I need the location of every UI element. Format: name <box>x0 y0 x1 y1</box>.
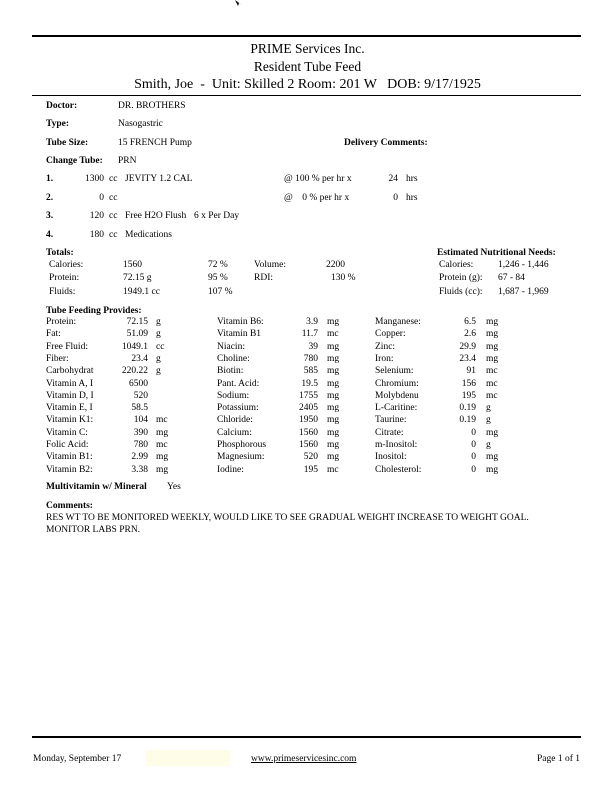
feed-number: 1. <box>46 174 54 184</box>
feed-hours: 0 <box>393 193 398 203</box>
nutrient-value: 23.4 <box>459 353 476 364</box>
nutrient-name: Vitamin K1: <box>46 415 94 426</box>
totals-row-label: Protein: <box>49 273 80 283</box>
nutrient-unit: mc <box>156 415 168 426</box>
needs-label: Estimated Nutritional Needs: <box>437 248 556 258</box>
nutrient-value: 0 <box>471 440 476 450</box>
nutrient-unit: g <box>486 403 491 414</box>
nutrient-value: 3.9 <box>306 317 318 327</box>
nutrient-unit: mg <box>486 329 499 340</box>
feed-amount: 0 <box>99 193 104 203</box>
nutrient-unit: mg <box>486 317 499 327</box>
nutrient-unit: mc <box>327 464 339 475</box>
nutrient-value: 104 <box>133 415 148 426</box>
nutrient-unit: mg <box>327 403 340 414</box>
feed-unit: cc <box>109 174 118 184</box>
nutrient-name: Sodium: <box>217 390 250 401</box>
provides-label: Tube Feeding Provides: <box>46 306 142 316</box>
nutrient-value: 220.22 <box>121 366 148 377</box>
nutrient-name: Protein: <box>46 317 77 327</box>
nutrient-name: Pant. Acid: <box>217 378 260 389</box>
feed-number: 3. <box>46 211 54 221</box>
nutrient-unit: g <box>156 329 161 340</box>
feed-frequency: 6 x Per Day <box>194 211 240 221</box>
nutrient-value: 23.4 <box>131 353 148 364</box>
change-tube-label: Change Tube: <box>46 156 103 166</box>
nutrient-unit: mg <box>156 427 169 438</box>
report-title: Resident Tube Feed <box>253 59 362 74</box>
comments-line-1: RES WT TO BE MONITORED WEEKLY, WOULD LIKE TO SEE GRADUAL WEIGHT INCREASE TO WEIGHT GOAL. <box>46 513 529 523</box>
nutrient-value: 1755 <box>299 390 318 401</box>
nutrient-unit: g <box>156 366 161 377</box>
volume-value: 2200 <box>326 260 345 270</box>
totals-label: Totals: <box>46 248 74 258</box>
nutrient-name: Vitamin C: <box>46 427 88 438</box>
nutrient-name: Fat: <box>46 329 61 340</box>
nutrient-value: 58.5 <box>131 403 148 414</box>
nutrient-name: Zinc: <box>375 341 396 352</box>
nutrient-unit: mg <box>327 341 340 352</box>
nutrient-name: Vitamin B6: <box>217 317 264 327</box>
multivitamin-value: Yes <box>167 482 181 492</box>
nutrient-value: 195 <box>303 464 318 475</box>
nutrient-unit: mc <box>486 366 498 377</box>
feed-number: 4. <box>46 230 54 240</box>
feed-product: Free H2O Flush <box>125 211 187 221</box>
feed-rate: @ 0 % per hr x <box>284 193 350 203</box>
header-rule <box>32 95 581 96</box>
nutrient-unit: mg <box>156 452 169 463</box>
nutrient-value: 91 <box>466 366 476 377</box>
nutrient-value: 195 <box>461 390 476 401</box>
feed-hours-unit: hrs <box>406 174 418 184</box>
nutrient-value: 1560 <box>299 440 318 450</box>
footer-rule <box>32 736 581 738</box>
footer-date: Monday, September 17 <box>33 754 122 764</box>
nutrient-value: 585 <box>303 366 318 377</box>
nutrient-unit: mc <box>156 440 168 450</box>
feed-rate: @ 100 % per hr x <box>284 174 352 184</box>
nutrient-name: Iron: <box>375 353 394 364</box>
nutrient-value: 0 <box>471 427 476 438</box>
nutrient-unit: mg <box>486 353 499 364</box>
nutrient-name: Chromium: <box>375 378 419 389</box>
nutrient-value: 19.5 <box>301 378 318 389</box>
nutrient-unit: mg <box>327 415 340 426</box>
nutrient-unit: mg <box>327 390 340 401</box>
nutrient-unit: g <box>486 440 491 450</box>
nutrient-name: Chloride: <box>217 415 253 426</box>
needs-row-label: Calories: <box>439 260 474 270</box>
resident-line: Smith, Joe - Unit: Skilled 2 Room: 201 W DOB: 9/17/1925 <box>134 77 481 92</box>
tube-size-value: 15 FRENCH Pump <box>118 138 192 148</box>
totals-row-percent: 95 % <box>208 273 228 283</box>
totals-row-value: 72.15 g <box>123 273 152 283</box>
nutrient-value: 0.19 <box>459 415 476 426</box>
nutrient-value: 72.15 <box>126 317 148 327</box>
nutrient-unit: cc <box>156 341 165 352</box>
feed-number: 2. <box>46 193 54 203</box>
nutrient-name: m-Inositol: <box>375 440 418 450</box>
nutrient-name: Choline: <box>217 353 250 364</box>
nutrient-name: Vitamin B1: <box>46 452 93 463</box>
nutrient-name: Niacin: <box>217 341 245 352</box>
nutrient-value: 29.9 <box>459 341 476 352</box>
nutrient-unit: mg <box>486 341 499 352</box>
nutrient-value: 520 <box>133 390 148 401</box>
volume-label: Volume: <box>254 260 287 270</box>
nutrient-name: Vitamin D, I <box>46 390 94 401</box>
nutrient-unit: g <box>156 317 161 327</box>
nutrient-unit: mg <box>486 427 499 438</box>
company-name: PRIME Services Inc. <box>250 41 365 56</box>
rdi-label: RDI: <box>254 273 273 283</box>
feed-unit: cc <box>109 230 118 240</box>
tube-size-label: Tube Size: <box>46 138 89 148</box>
nutrient-unit: mg <box>327 366 340 377</box>
nutrient-name: Potassium: <box>217 403 259 414</box>
doctor-value: DR. BROTHERS <box>118 101 186 111</box>
nutrient-unit: mg <box>327 353 340 364</box>
totals-row-label: Calories: <box>49 260 84 270</box>
nutrient-value: 390 <box>133 427 148 438</box>
change-tube-value: PRN <box>118 156 137 166</box>
nutrient-value: 1950 <box>299 415 318 426</box>
mouse-cursor-icon <box>234 0 244 8</box>
nutrient-unit: mg <box>327 440 340 450</box>
nutrient-name: L-Caritine: <box>375 403 418 414</box>
nutrient-value: 3.38 <box>131 464 148 475</box>
feed-amount: 1300 <box>85 174 104 184</box>
nutrient-name: Carbohydrat <box>46 366 94 377</box>
nutrient-value: 6.5 <box>464 317 476 327</box>
nutrient-name: Vitamin B1 <box>217 329 262 340</box>
nutrient-unit: mc <box>486 390 498 401</box>
feed-hours-unit: hrs <box>406 193 418 203</box>
nutrient-value: 1049.1 <box>121 341 148 352</box>
nutrient-name: Vitamin E, I <box>46 403 93 414</box>
nutrient-name: Cholesterol: <box>375 464 422 475</box>
nutrient-name: Fiber: <box>46 353 69 364</box>
feed-amount: 120 <box>89 211 104 221</box>
nutrient-value: 51.09 <box>126 329 148 340</box>
nutrient-value: 156 <box>461 378 476 389</box>
nutrient-name: Folic Acid: <box>46 440 89 450</box>
nutrient-value: 0 <box>471 464 476 475</box>
type-label: Type: <box>46 119 70 129</box>
nutrient-unit: mg <box>327 317 340 327</box>
nutrient-name: Molybdenu <box>375 390 419 401</box>
comments-line-2: MONITOR LABS PRN. <box>46 525 141 535</box>
totals-row-percent: 72 % <box>208 260 228 270</box>
nutrient-name: Manganese: <box>375 317 421 327</box>
nutrient-unit: mc <box>486 378 498 389</box>
needs-row-value: 1,687 - 1,969 <box>498 287 549 297</box>
nutrient-value: 520 <box>303 452 318 463</box>
nutrient-name: Vitamin A, I <box>46 378 94 389</box>
nutrient-name: Phosphorous <box>217 440 267 450</box>
totals-row-value: 1949.1 cc <box>123 287 160 297</box>
doctor-label: Doctor: <box>46 101 78 111</box>
nutrient-unit: mg <box>156 464 169 475</box>
nutrient-name: Free Fluid: <box>46 341 88 352</box>
totals-row-label: Fluids: <box>49 287 76 297</box>
nutrient-name: Copper: <box>375 329 406 340</box>
footer-highlight <box>146 750 230 766</box>
comments-label: Comments: <box>46 501 93 511</box>
nutrient-value: 780 <box>303 353 318 364</box>
nutrient-name: Vitamin B2: <box>46 464 93 475</box>
nutrient-name: Taurine: <box>375 415 407 426</box>
nutrient-value: 39 <box>308 341 318 352</box>
top-rule <box>32 35 581 37</box>
needs-row-value: 1,246 - 1,446 <box>498 260 549 270</box>
nutrient-unit: mg <box>486 464 499 475</box>
feed-unit: cc <box>109 193 118 203</box>
needs-row-label: Fluids (cc): <box>439 287 483 297</box>
nutrient-value: 2.6 <box>464 329 476 340</box>
nutrient-unit: g <box>486 415 491 426</box>
nutrient-name: Calcium: <box>217 427 252 438</box>
nutrient-unit: mg <box>327 378 340 389</box>
totals-row-value: 1560 <box>123 260 142 270</box>
nutrient-name: Selenium: <box>375 366 414 377</box>
nutrient-name: Magnesium: <box>217 452 265 463</box>
nutrient-value: 2405 <box>299 403 318 414</box>
type-value: Nasogastric <box>118 119 163 129</box>
nutrient-value: 1560 <box>299 427 318 438</box>
nutrient-name: Citrate: <box>375 427 404 438</box>
totals-row-percent: 107 % <box>208 287 233 297</box>
footer-website-link[interactable]: www.primeservicesinc.com <box>251 754 357 764</box>
nutrient-value: 0.19 <box>459 403 476 414</box>
nutrient-unit: mg <box>327 452 340 463</box>
feed-amount: 180 <box>89 230 104 240</box>
nutrient-unit: mg <box>327 427 340 438</box>
nutrient-name: Iodine: <box>217 464 244 475</box>
multivitamin-label: Multivitamin w/ Mineral <box>46 482 147 492</box>
footer-page-number: Page 1 of 1 <box>536 754 580 764</box>
feed-hours: 24 <box>388 174 398 184</box>
delivery-comments-label: Delivery Comments: <box>344 138 428 148</box>
feed-product: JEVITY 1.2 CAL <box>125 174 193 184</box>
nutrient-name: Biotin: <box>217 366 244 377</box>
rdi-value: 130 % <box>331 273 356 283</box>
nutrient-name: Inositol: <box>375 452 407 463</box>
nutrient-value: 780 <box>133 440 148 450</box>
nutrient-value: 2.99 <box>131 452 148 463</box>
nutrient-unit: mc <box>327 329 339 340</box>
nutrient-value: 0 <box>471 452 476 463</box>
feed-unit: cc <box>109 211 118 221</box>
nutrient-unit: mg <box>486 452 499 463</box>
nutrient-unit: g <box>156 353 161 364</box>
needs-row-label: Protein (g): <box>439 273 483 283</box>
nutrient-value: 11.7 <box>301 329 318 340</box>
nutrient-value: 6500 <box>129 378 148 389</box>
needs-row-value: 67 - 84 <box>498 273 525 283</box>
feed-product: Medications <box>125 230 172 240</box>
